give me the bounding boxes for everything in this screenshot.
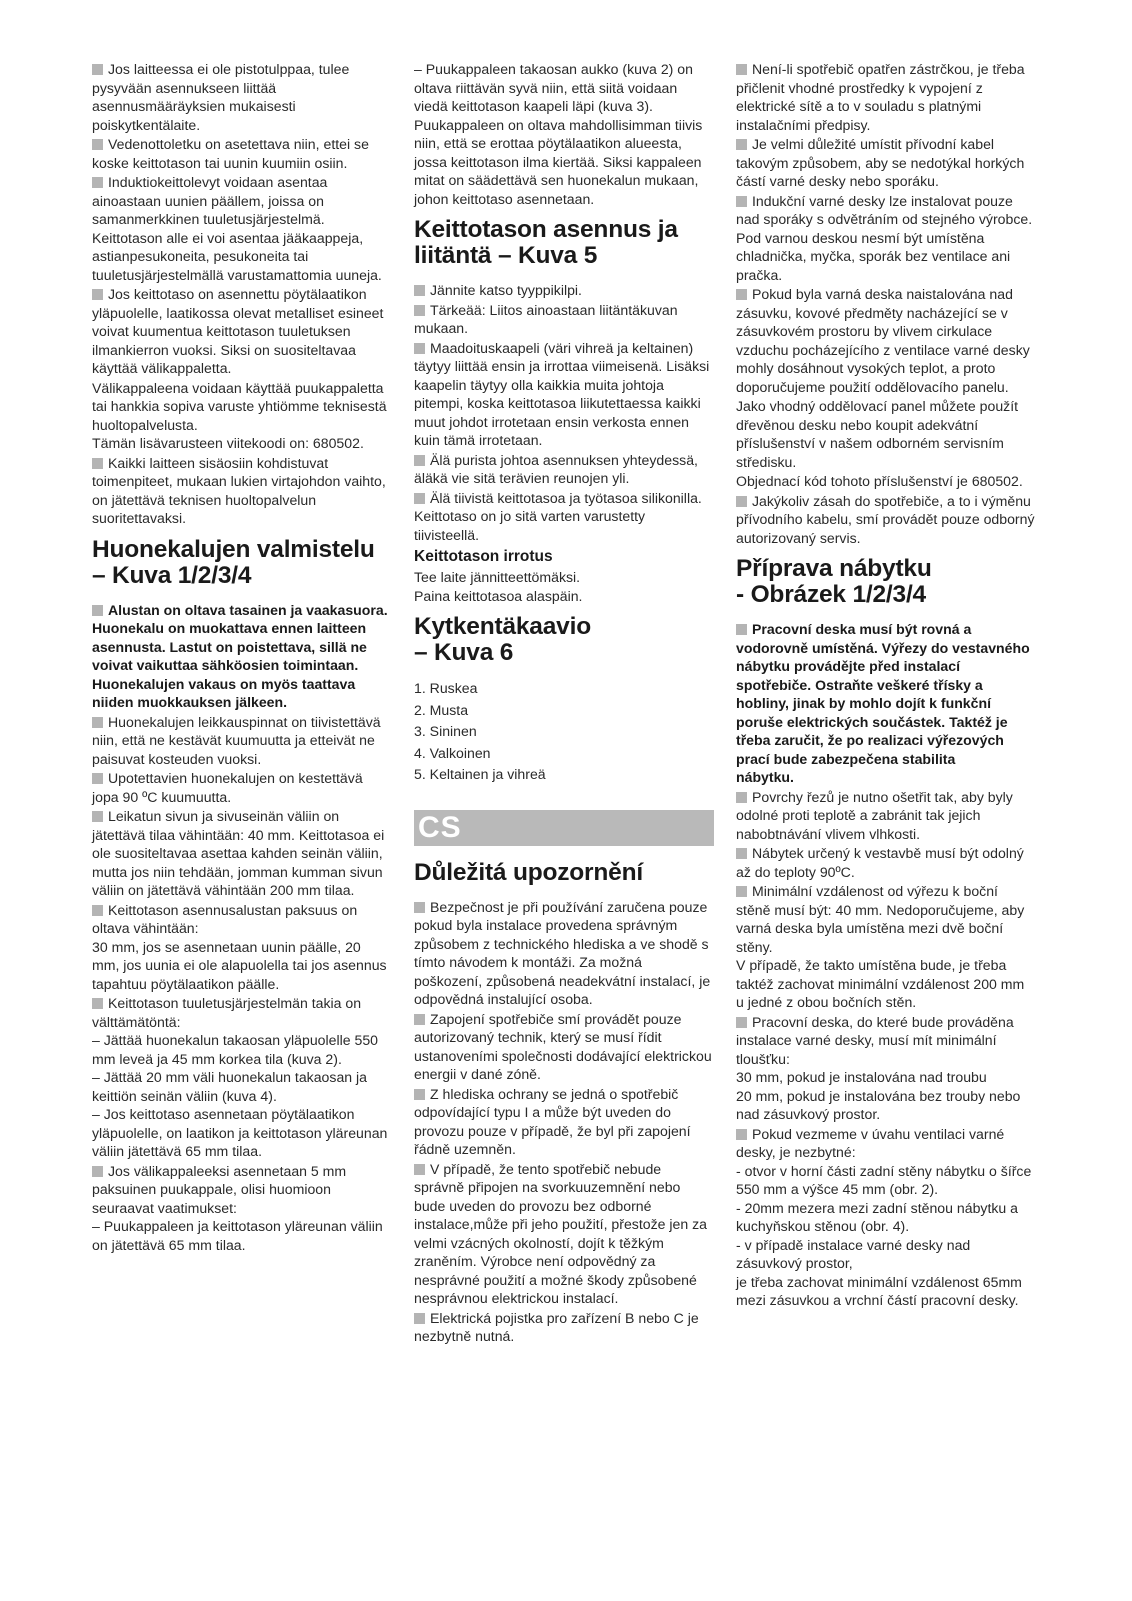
paragraph-text: Vedenottoletku on asetettava niin, ettei se koske keittotason tai uunin kuumiin osiin. xyxy=(92,136,369,171)
bullet-square-icon xyxy=(92,905,103,916)
paragraph-text: V případě, že tento spotřebič nebude správně připojen na svorkuuzemnění nebo bude uveden do provozu bez odborné instalace,může při jeho použití, přestože jen za velmi vzácných okolností, dojít k těžkým zraněním. Výrobce není odpovědný za nesprávné použití a možné škody způsobené nesprávnou elektrickou instalací. xyxy=(414,1160,707,1306)
column-2 xyxy=(414,60,714,1347)
bullet-square-icon xyxy=(736,139,747,150)
paragraph-text: Z hlediska ochrany se jedná o spotřebič odpovídající typu I a může být uveden do provozu pouze v případě, že byl při zapojení řádně uzemněn. xyxy=(414,1085,691,1157)
paragraph-text: Keittotason tuuletusjärjestelmän takia on välttämätöntä: – Jättää huonekalun takaosan yläpuolelle 550 mm leveä ja 45 mm korkea tila (kuva 2). – Jättää 20 mm väli huonekalun takaosan ja keittiön seinän väliin (kuva 4). – Jos keittotaso asennetaan pöytälaatikon yläpuolelle, on laatikon ja keittotason yläreunan väliin jätettävä 65 mm tilaa. xyxy=(92,995,388,1159)
section-heading: Kytkentäkaavio – Kuva 6 xyxy=(414,613,591,666)
paragraph-text: Leikatun sivun ja sivuseinän väliin on jätettävä tilaa vähintään: 40 mm. Keittotasoa ei ole suositeltavaa asettaa kahden seinän väliin, mutta jos niin tehdään, jomman kumman sivun väliin on jätettävä vähintään 200 mm tilaa. xyxy=(92,808,385,898)
paragraph xyxy=(92,601,392,712)
paragraph-text: Jännite katso tyyppikilpi. xyxy=(430,282,582,298)
bullet-square-icon xyxy=(92,64,103,75)
list-item: 5. Keltainen ja vihreä xyxy=(414,766,546,782)
paragraph xyxy=(414,1010,714,1084)
column-3 xyxy=(736,60,1036,1311)
paragraph-text: Zapojení spotřebiče smí provádět pouze autorizovaný technik, který se musí řídit ustanoveními společnosti dodávající elektrickou energii v dané zóně. xyxy=(414,1010,712,1082)
paragraph xyxy=(736,1125,1036,1310)
paragraph xyxy=(414,1160,714,1308)
paragraph-text: Älä tiivistä keittotasoa ja työtasoa silikonilla. Keittotaso on jo sitä varten varustetty tiivisteellä. xyxy=(414,489,702,543)
bullet-square-icon xyxy=(414,1014,425,1025)
paragraph xyxy=(736,788,1036,844)
paragraph-text: Pokud vezmeme v úvahu ventilaci varné desky, je nezbytné: - otvor v horní části zadní stěny nábytku o šířce 550 mm a výšce 45 mm (obr. 2). - 20mm mezera mezi zadní stěnou nábytku a kuchyňskou stěnou (obr. 4). - v případě instalace varné desky nad zásuvkový prostor, je třeba zachovat minimální vzdálenost 65mm mezi zásuvkou a vrchní částí pracovní desky. xyxy=(736,1125,1032,1308)
paragraph-text: Tärkeää: Liitos ainoastaan liitäntäkuvan mukaan. xyxy=(414,301,678,336)
paragraph-text: Alustan on oltava tasainen ja vaakasuora. Huonekalu on muokattava ennen laitteen asennusta. Lastut on poistettava, sillä ne voivat vaikuttaa sähköosien toimintaan. Huonekalujen vakaus on myös taattava niiden muokkauksen jälkeen. xyxy=(92,601,388,710)
paragraph-text: Tee laite jännitteettömäksi. Paina keittotasoa alaspäin. xyxy=(414,569,583,604)
paragraph xyxy=(92,60,392,134)
paragraph xyxy=(92,135,392,172)
paragraph xyxy=(414,568,714,605)
bullet-square-icon xyxy=(414,455,425,466)
bullet-square-icon xyxy=(736,289,747,300)
paragraph xyxy=(414,1309,714,1346)
list-item: 2. Musta xyxy=(414,701,469,718)
paragraph xyxy=(92,379,392,453)
bullet-square-icon xyxy=(736,1017,747,1028)
section-heading: Huonekalujen valmistelu – Kuva 1/2/3/4 xyxy=(92,535,375,589)
section-heading: Keittotason asennus ja liitäntä – Kuva 5 xyxy=(414,216,678,269)
bullet-square-icon xyxy=(92,717,103,728)
paragraph xyxy=(736,60,1036,134)
paragraph-text: Nábytek určený k vestavbě musí být odolný až do teploty 90ºC. xyxy=(736,845,1024,880)
paragraph-text: Jos keittotaso on asennettu pöytälaatikon yläpuolelle, laatikossa olevat metalliset esineet voivat kuumentua keittotason tuuletuksen ilmankierron vuoksi. Siksi on suositeltavaa käyttää välikappaletta. xyxy=(92,286,384,376)
bullet-square-icon xyxy=(736,1129,747,1140)
bullet-square-icon xyxy=(414,902,425,913)
paragraph xyxy=(92,901,392,994)
paragraph-text: Keittotason asennusalustan paksuus on oltava vähintään: 30 mm, jos se asennetaan uunin päälle, 20 mm, jos uunia ei ole alapuolella tai jos asennus tapahtuu pöytälaatikon päälle. xyxy=(92,901,387,992)
wire-color-list xyxy=(414,678,714,786)
bullet-square-icon xyxy=(736,792,747,803)
paragraph xyxy=(736,844,1036,881)
bullet-square-icon xyxy=(92,289,103,300)
paragraph xyxy=(736,285,1036,396)
paragraph-text: Jako vhodný oddělovací panel můžete použít dřevěnou desku nebo koupit adekvátní příslušenství v našem odborném servisním středisku. xyxy=(736,398,1019,470)
paragraph xyxy=(414,339,714,450)
paragraph xyxy=(736,882,1036,1012)
paragraph xyxy=(414,1085,714,1159)
bullet-square-icon xyxy=(414,493,425,504)
paragraph-text: Jos välikappaleeksi asennetaan 5 mm paksuinen puukappale, olisi huomioon seuraavat vaatimukset: – Puukappaleen ja keittotason yläreunan väliin on jätettävä 65 mm tilaa. xyxy=(92,1162,383,1253)
bullet-square-icon xyxy=(414,1313,425,1324)
paragraph-text: Pracovní deska, do které bude prováděna instalace varné desky, musí mít minimální tloušťku: 30 mm, pokud je instalována nad troubu 20 mm, pokud je instalována bez trouby nebo nad zásuvkový prostor. xyxy=(736,1013,1021,1122)
list-item: 3. Sininen xyxy=(414,723,477,739)
paragraph xyxy=(92,1162,392,1255)
paragraph xyxy=(736,472,1036,491)
paragraph xyxy=(92,285,392,378)
bullet-square-icon xyxy=(736,496,747,507)
section-heading: Příprava nábytku - Obrázek 1/2/3/4 xyxy=(736,555,932,608)
paragraph xyxy=(414,60,714,208)
column-1 xyxy=(92,60,392,1255)
paragraph-text: Indukční varné desky lze instalovat pouze nad sporáky s odvětráním od stejného výrobce. Pod varnou deskou nesmí být umístěna chladnička, myčka, sporák bez ventilace ani pračka. xyxy=(736,192,1033,283)
bullet-square-icon xyxy=(736,64,747,75)
paragraph xyxy=(736,397,1036,471)
section-heading: Důležitá upozornění xyxy=(414,858,643,886)
paragraph-text: Jakýkoliv zásah do spotřebiče, a to i výměnu přívodního kabelu, smí provádět pouze odborný autorizovaný servis. xyxy=(736,492,1035,546)
paragraph xyxy=(414,898,714,1009)
paragraph-text: Huonekalujen leikkauspinnat on tiivistettävä niin, että ne kestävät kuumuutta ja etteivät ne paisuvat kosteuden vuoksi. xyxy=(92,713,381,767)
paragraph-text: Povrchy řezů je nutno ošetřit tak, aby byly odolné proti teplotě a zabránit tak jejich nabobtnávání vlivem vlhkosti. xyxy=(736,788,1013,842)
paragraph-text: Pokud byla varná deska naistalována nad zásuvku, kovové předměty nacházející se v zásuvkovém prostoru by vlivem cirkulace vzduchu pocházejícího z ventilace varné desky mohly dosáhnout vysokých teplot, a proto doporučujeme použití oddělovacího panelu. xyxy=(736,286,1030,395)
bullet-square-icon xyxy=(736,196,747,207)
paragraph-text: – Puukappaleen takaosan aukko (kuva 2) on oltava riittävän syvä niin, että siitä voidaan viedä keittotason kaapeli läpi (kuva 3). Puukappaleen on oltava mahdollisimman tiivis niin, että se erottaa pöytälaatikon alueesta, jossa keittotason ilma kiertää. Siksi kappaleen mitat on säädettävä sen huonekalun mukaan, johon keittotaso asennetaan. xyxy=(414,61,703,207)
bullet-square-icon xyxy=(414,1164,425,1175)
paragraph-text: Minimální vzdálenost od výřezu k boční stěně musí být: 40 mm. Nedoporučujeme, aby varná deska byla umístěna mezi dvě boční stěny. V případě, že takto umístěna bude, je třeba taktéž zachovat minimální vzdálenost 200 mm u jedné z obou bočních stěn. xyxy=(736,883,1025,1010)
bullet-square-icon xyxy=(92,773,103,784)
paragraph-text: Älä purista johtoa asennuksen yhteydessä, äläkä vie sitä terävien reunojen yli. xyxy=(414,451,698,486)
paragraph-text: Jos laitteessa ei ole pistotulppaa, tulee pysyvään asennukseen liittää asennusmääräyksien mukaisesti poiskytkentälaite. xyxy=(92,61,350,133)
paragraph xyxy=(736,620,1036,787)
paragraph xyxy=(92,173,392,284)
bullet-square-icon xyxy=(414,305,425,316)
list-item: 4. Valkoinen xyxy=(414,744,491,761)
paragraph-text: Upotettavien huonekalujen on kestettävä jopa 90 ºC kuumuutta. xyxy=(92,770,363,805)
paragraph xyxy=(736,135,1036,191)
bullet-square-icon xyxy=(92,998,103,1009)
bullet-square-icon xyxy=(92,811,103,822)
paragraph xyxy=(414,301,714,338)
language-section-bar: CS xyxy=(414,810,714,846)
paragraph-text: Není-li spotřebič opatřen zástrčkou, je třeba přičlenit vhodné prostředky k vypojení z elektrické sítě a to v souladu s platnými instalačními předpisy. xyxy=(736,61,1025,133)
paragraph-text: Je velmi důležité umístit přívodní kabel takovým způsobem, aby se nedotýkal horkých částí varné desky nebo sporáku. xyxy=(736,136,1025,189)
paragraph xyxy=(414,489,714,545)
bullet-square-icon xyxy=(92,139,103,150)
paragraph xyxy=(736,192,1036,285)
paragraph xyxy=(92,454,392,528)
paragraph-text: Kaikki laitteen sisäosiin kohdistuvat toimenpiteet, mukaan lukien virtajohdon vaihto, on jätettävä teknisen huoltopalvelun suoritettavaksi. xyxy=(92,454,386,526)
bullet-square-icon xyxy=(736,886,747,897)
list-item: 1. Ruskea xyxy=(414,680,478,696)
bullet-square-icon xyxy=(92,1166,103,1177)
paragraph-text: Elektrická pojistka pro zařízení B nebo C je nezbytně nutná. xyxy=(414,1309,699,1344)
bullet-square-icon xyxy=(92,458,103,469)
bullet-square-icon xyxy=(736,848,747,859)
bullet-square-icon xyxy=(92,177,103,188)
bullet-square-icon xyxy=(414,1089,425,1100)
paragraph-text: Pracovní deska musí být rovná a vodorovně umístěná. Výřezy do vestavného nábytku provádějte před instalací spotřebiče. Ostraňte veškeré třísky a hobliny, jinak by mohlo dojít k funkční poruše elektrických součástek. Taktéž je třeba zaručit, že po realizaci výřezových prací bude zabezpečena stabilita nábytku. xyxy=(736,621,1030,785)
paragraph xyxy=(414,451,714,488)
paragraph xyxy=(92,713,392,769)
paragraph-text: Välikappaleena voidaan käyttää puukappaletta tai hankkia sopiva varuste yhtiömme teknisestä huoltopalvelusta. Tämän lisävarusteen viitekoodi on: 680502. xyxy=(92,379,387,451)
paragraph-text: Bezpečnost je při používání zaručena pouze pokud byla instalace provedena správným způsobem z technického hlediska a ve shodě s tímto návodem k montáži. Za možná poškození, způsobená neadekvátní instalací, je odpovědná instalující osoba. xyxy=(414,898,711,1007)
bullet-square-icon xyxy=(92,605,103,616)
paragraph xyxy=(92,994,392,1161)
paragraph-text: Induktiokeittolevyt voidaan asentaa ainoastaan uunien päällem, joissa on samanmerkkinen tuuletusjärjestelmä. Keittotason alle ei voi asentaa jääkaappeja, astianpesukoneita, pesukoneita tai tuuletusjärjestelmällä varustamattomia uuneja. xyxy=(92,174,382,283)
paragraph xyxy=(736,1013,1036,1124)
bullet-square-icon xyxy=(414,285,425,296)
paragraph xyxy=(92,807,392,900)
paragraph xyxy=(414,281,714,300)
bullet-square-icon xyxy=(736,624,747,635)
bullet-square-icon xyxy=(414,343,425,354)
subsection-heading: Keittotason irrotus xyxy=(414,548,553,565)
paragraph xyxy=(92,769,392,806)
paragraph xyxy=(736,492,1036,548)
paragraph-text: Maadoituskaapeli (väri vihreä ja keltainen) täytyy liittää ensin ja irrottaa viimeisenä. Lisäksi kaapelin täytyy olla kaikkia muita johtoja pitempi, koska keittotasoa liikutettaessa kaikki muut johdot irrotetaan ensin verkosta ennen kuin tämä irrotetaan. xyxy=(414,339,710,448)
paragraph-text: Objednací kód tohoto příslušenství je 680502. xyxy=(736,473,1023,489)
